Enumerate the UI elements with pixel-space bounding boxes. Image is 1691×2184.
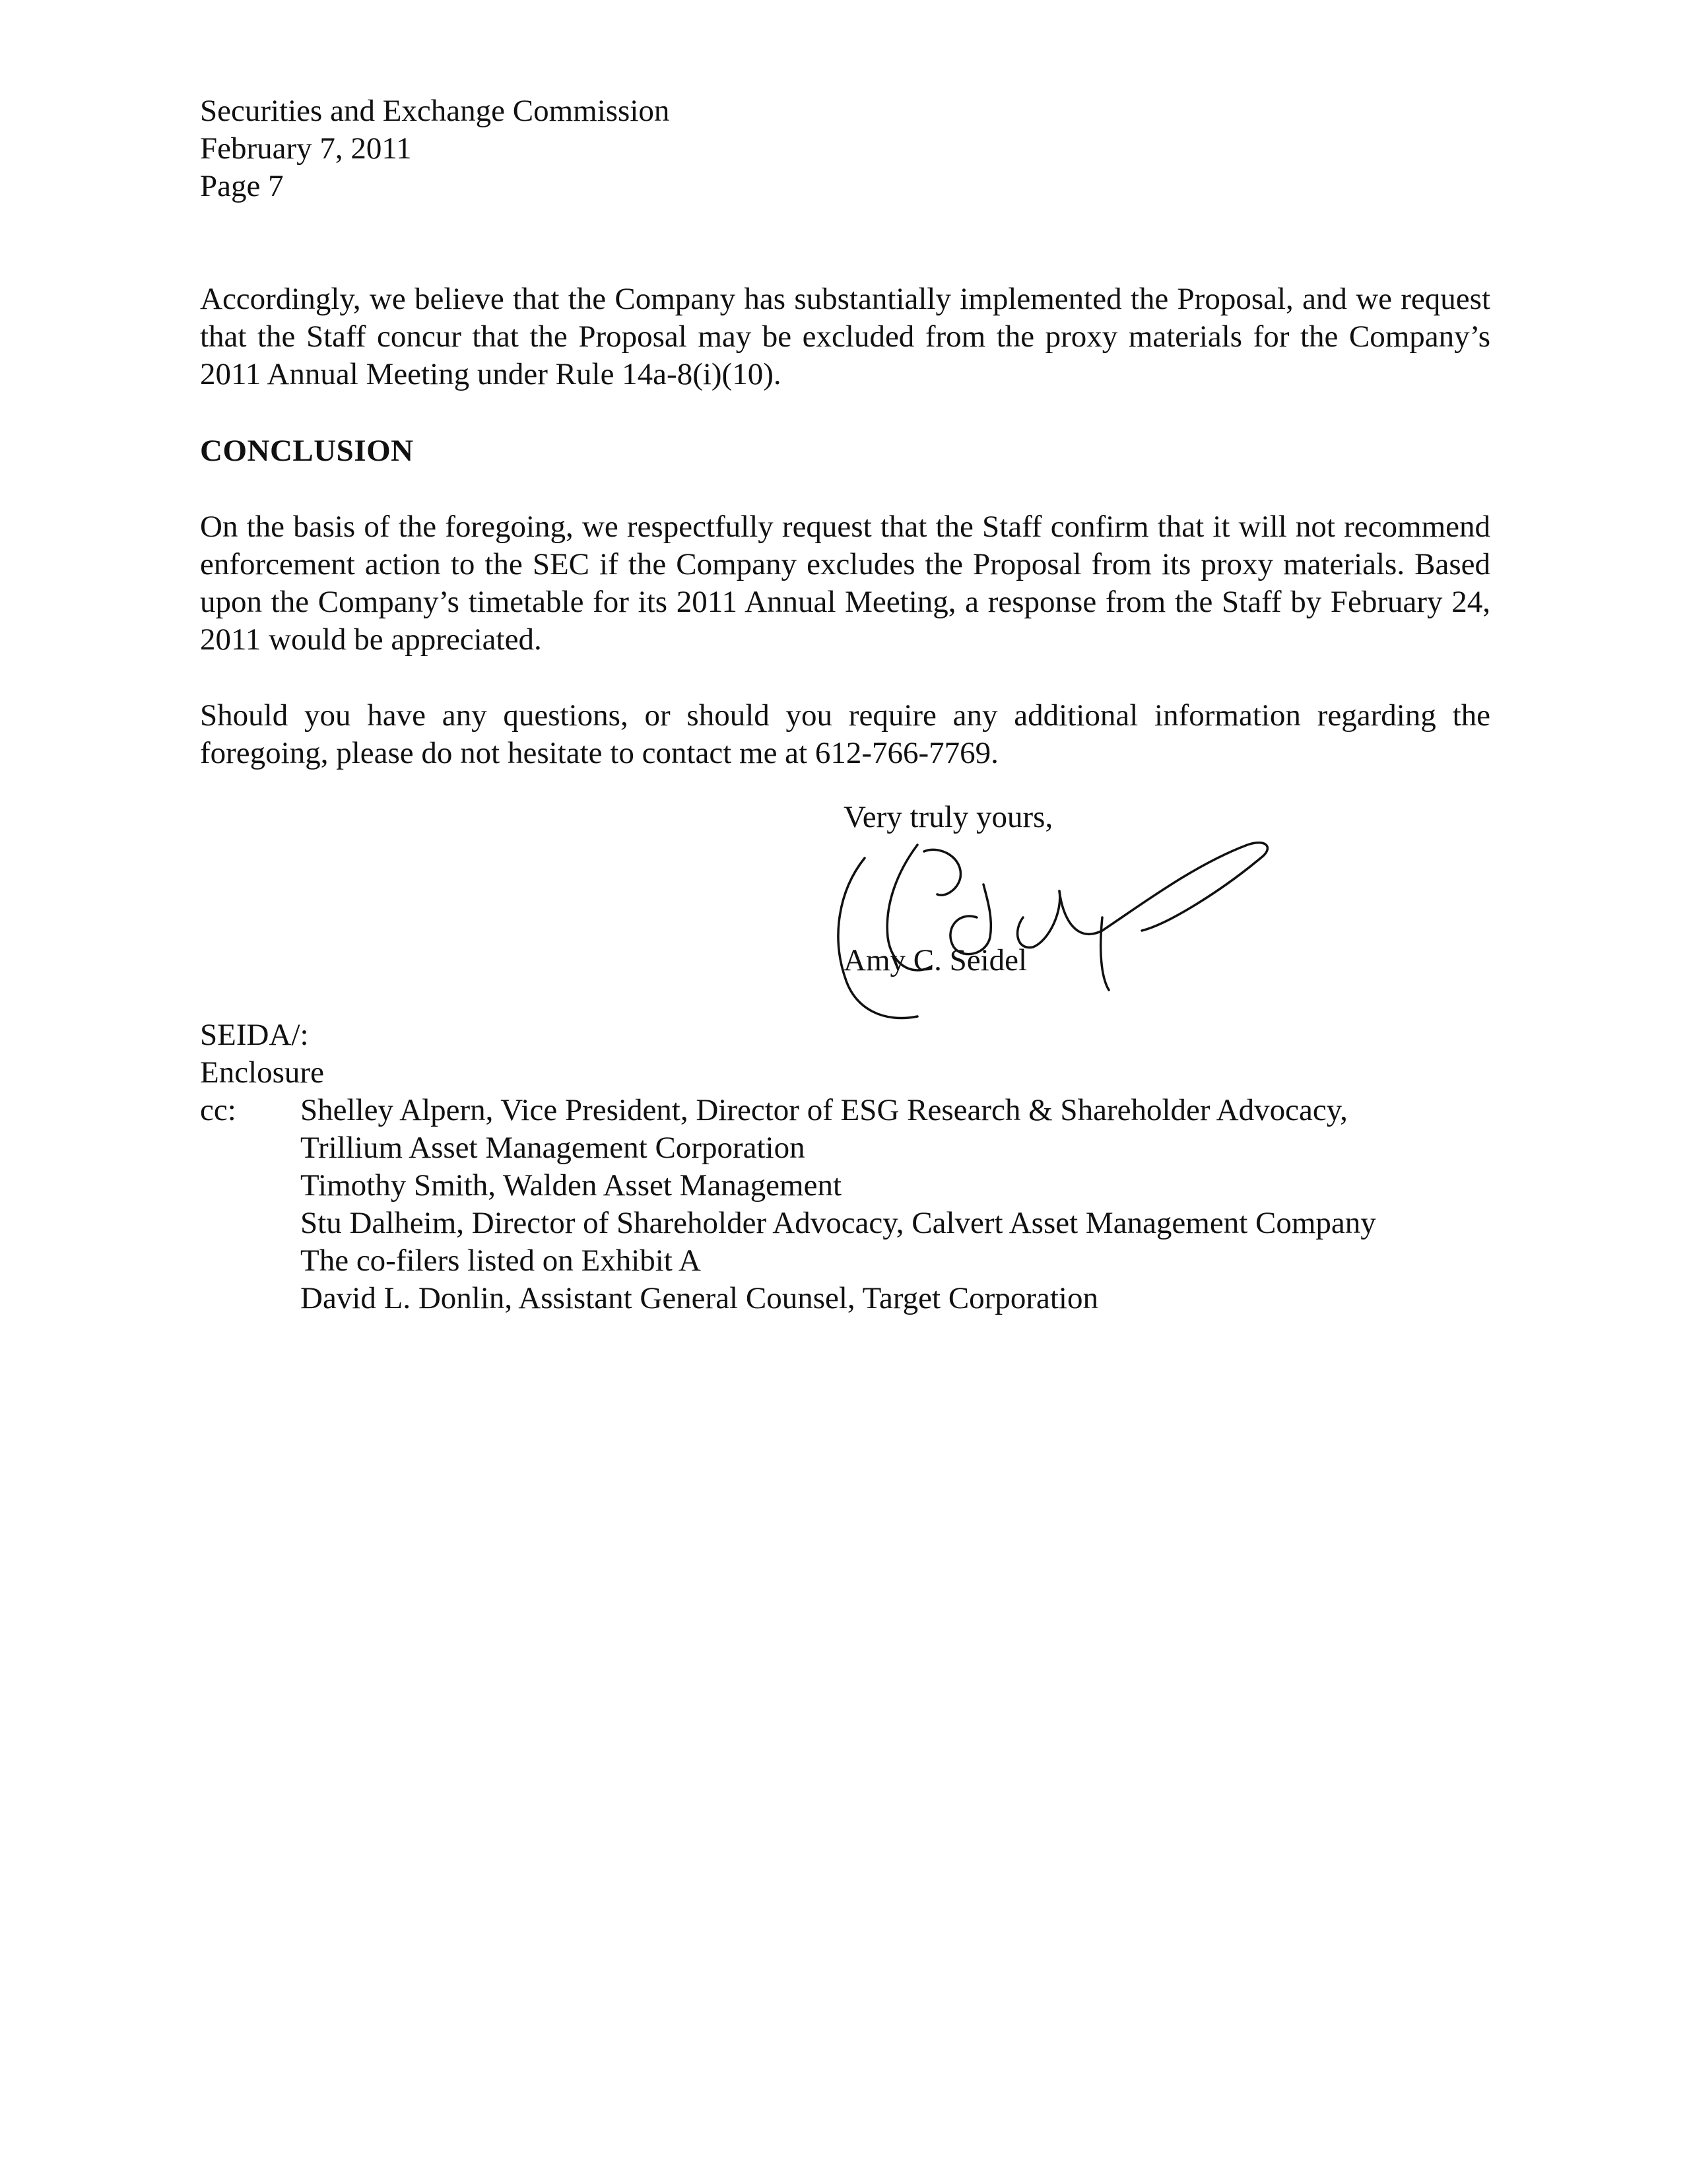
conclusion-heading: CONCLUSION xyxy=(200,434,414,468)
addressee: Securities and Exchange Commission xyxy=(200,94,670,128)
cc-recipient-list xyxy=(300,1092,1376,1317)
paragraph-conclusion: On the basis of the foregoing, we respectfully request that the Staff confirm that it will not recommend enforcement action to the SEC if the Company excludes the Proposal from its proxy materials. Based upon the Company’s timetable for its 2011 Annual Meeting, a response from the Staff by February 24, 2011 would be appreciated. xyxy=(200,510,1490,657)
paragraph-substantial-implementation: Accordingly, we believe that the Company has substantially implemented the Proposal, and we request that the Staff concur that the Proposal may be excluded from the proxy materials for the Company’s 2011 Annual Meeting under Rule 14a-8(i)(10). xyxy=(200,282,1490,391)
letter-footer xyxy=(200,1016,1376,1315)
cc-recipient: Timothy Smith, Walden Asset Management xyxy=(300,1168,842,1203)
handwritten-signature xyxy=(825,818,1300,1036)
paragraph-contact: Should you have any questions, or should you require any additional information regarding the foregoing, please do not hesitate to contact me at 612-766-7769. xyxy=(200,698,1490,770)
page-number: Page 7 xyxy=(200,169,284,203)
signer-name: Amy C. Seidel xyxy=(844,943,1028,977)
closing-salutation: Very truly yours, xyxy=(844,800,1053,834)
letter-date: February 7, 2011 xyxy=(200,131,412,166)
cc-recipient: The co-filers listed on Exhibit A xyxy=(300,1243,701,1278)
cc-recipient: David L. Donlin, Assistant General Counsel, Target Corporation xyxy=(300,1281,1098,1315)
letter-header xyxy=(200,92,669,205)
enclosure-note: Enclosure xyxy=(200,1055,324,1090)
initials: SEIDA/: xyxy=(200,1018,309,1052)
cc-label: cc: xyxy=(200,1093,236,1127)
cc-recipient: Stu Dalheim, Director of Shareholder Advocacy, Calvert Asset Management Company xyxy=(300,1206,1376,1240)
cc-recipient: Trillium Asset Management Corporation xyxy=(300,1131,805,1165)
cc-recipient: Shelley Alpern, Vice President, Director of ESG Research & Shareholder Advocacy, xyxy=(300,1093,1348,1127)
